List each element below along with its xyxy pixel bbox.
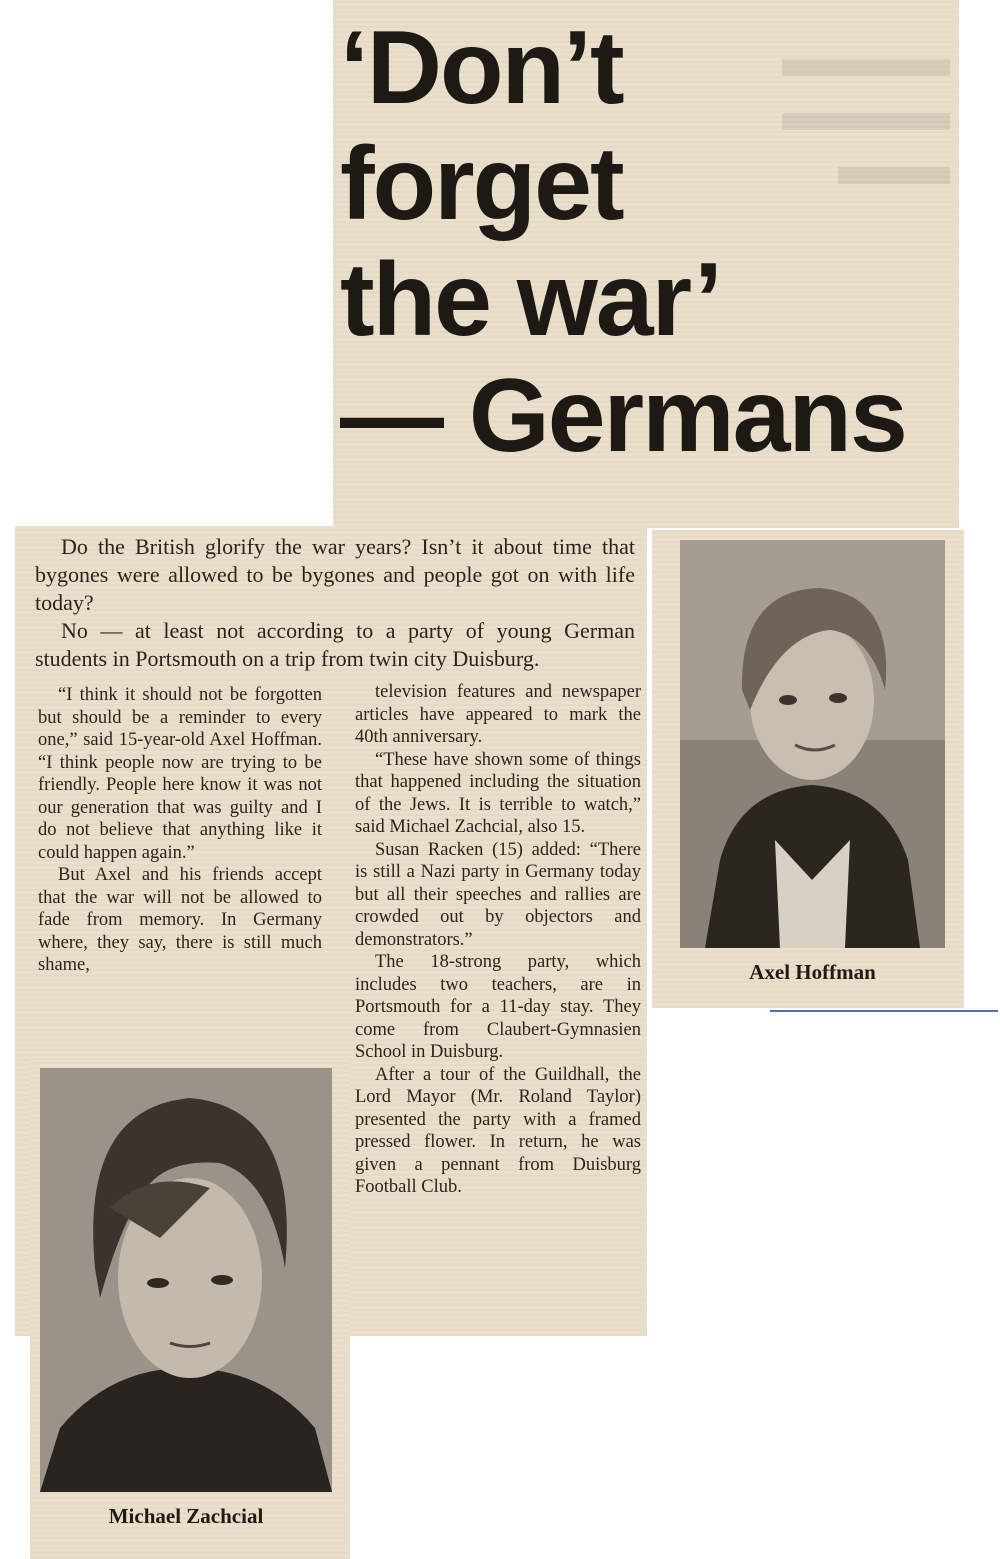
article-paragraph: After a tour of the Guildhall, the Lord Mayor (Mr. Roland Taylor) presented the party with a framed pressed flower. In return, he was given a pennant from Duisburg Football Club. <box>355 1064 641 1197</box>
standfirst-paragraph: Do the British glorify the war years? Isn’t it about time that bygones were allowed to be bygones and people got on with life today? <box>35 534 635 615</box>
article-column-right <box>355 681 641 1199</box>
headline-line: — Germans <box>340 358 906 474</box>
article-paragraph: But Axel and his friends accept that the war will not be allowed to fade from memory. In Germany where, they say, there is still much shame, <box>38 865 322 975</box>
standfirst <box>35 533 635 673</box>
standfirst-paragraph: No — at least not according to a party of young German students in Portsmouth on a trip from twin city Duisburg. <box>35 618 635 671</box>
headline <box>340 10 955 474</box>
headline-line: ‘Don’t <box>340 10 623 126</box>
photo-axel-hoffman <box>680 540 945 948</box>
portrait-image <box>680 540 945 948</box>
article-paragraph: The 18-strong party, which includes two teachers, are in Portsmouth for a 11-day stay. They come from Claubert-Gymnasien School in Duisburg. <box>355 952 641 1062</box>
photo-caption: Axel Hoffman <box>749 960 876 984</box>
headline-line: forget <box>340 126 623 242</box>
show-through-text: ▬▬▬ ▬▬▬ ▬▬ <box>782 25 950 196</box>
photo-caption: Michael Zachcial <box>108 1504 264 1528</box>
pen-mark <box>770 1010 998 1012</box>
article-paragraph: “These have shown some of things that happened including the situation of the Jews. It is terrible to watch,” said Michael Zachcial, also 15. <box>355 749 641 837</box>
photo-michael-zachcial <box>40 1068 332 1492</box>
portrait-image <box>40 1068 332 1492</box>
article-column-left <box>38 684 322 977</box>
article-paragraph: television features and newspaper articles have appeared to mark the 40th anniversary. <box>355 682 641 747</box>
article-paragraph: Susan Racken (15) added: “There is still a Nazi party in Germany today but all their speeches and rallies are crowded out by objectors and demonstrators.” <box>355 839 641 950</box>
headline-line: the war’ <box>340 242 721 358</box>
article-paragraph: “I think it should not be forgotten but should be a reminder to every one,” said 15-year-old Axel Hoffman. “I think people now are trying to be friendly. People here know it was not our generation that was guilty and I do not believe that anything like it could happen again.” <box>38 685 322 863</box>
